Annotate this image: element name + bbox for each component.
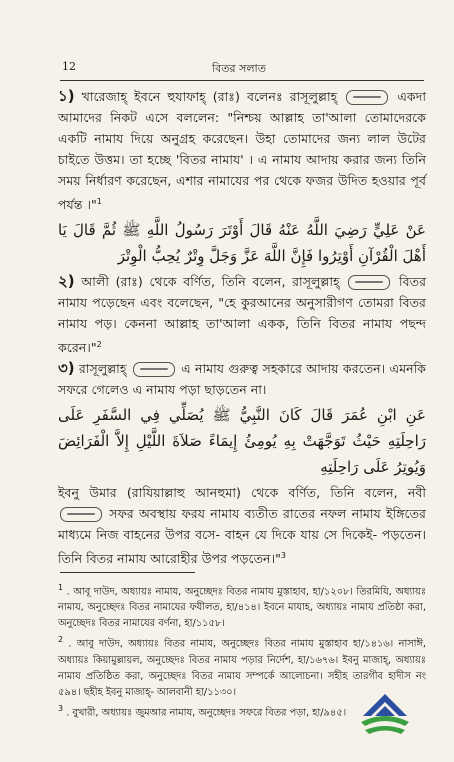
salutation-icon (346, 90, 388, 105)
salutation-icon (60, 507, 102, 522)
footnote-rule (60, 572, 195, 573)
running-title: বিতর সলাত (212, 62, 266, 75)
paragraph-2: ২) আলী (রাঃ) থেকে বর্ণিত, তিনি বলেন, রাসূলুল্লাহ্ বিতর নামায পড়েছেন এবং বলেছেন, "হে কুরআনের অনুসারীগণ তোমরা বিতর নামায পড়। কেননা আল্লাহ তা'আলা একক, তিনি বিতর নামায পছন্দ করেন।"$^2$ (58, 272, 426, 356)
arabic-hadith-1: عَنْ عَلِيٍّ رَضِيَ اللَّهُ عَنْهُ قَالَ أَوْتَرَ رَسُولُ اللَّهِ ﷺ ثُمَّ قَالَ يَا أَهْلَ الْقُرْآنِ أَوْتِرُوا فَإِنَّ اللَّهَ عَزَّ وَجَلَّ وِتْرٌ يُحِبُّ الْوِتْرَ (58, 221, 426, 266)
paragraph-1: ১) খারেজাহ্ ইবনে হুযাফাহ্ (রাঃ) বলেনঃ রাসূলুল্লাহ্ একদা আমাদের নিকট এসে বললেন: "নিশ্চয় আল্লাহ তা'আলা তোমাদেরকে একটি নামায দিয়ে অনুগ্রহ করেছেন। উহা তোমাদের জন্য লাল উটের চাইতে উত্তম। তা হচ্ছে 'বিতর নামায' । এ নামায আদায় করার জন্য তিনি সময় নির্ধারণ করেছেন, এশার নামাযের পর থেকে ফজর উদিত হওয়ার পূর্ব পর্যন্ত ।"$^1$ (58, 87, 426, 213)
salutation-icon (348, 275, 390, 290)
paragraph-3: ৩) রাসূলুল্লাহ্ এ নামায গুরুত্ব সহকারে আদায় করতেন। এমনকি সফরে গেলেও এ নামায পড়া ছাড়তেন না। (58, 359, 426, 398)
header-rule (60, 80, 424, 81)
footnote-1: $^1$ . আবূ দাউদ, অধ্যায়ঃ নামায, অনুচ্ছেদঃ বিতর নামায মুস্তাহাব, হা/১২০৮। তিরমিযি, অধ্যায়ঃ নামায, অনুচ্ছেদঃ বিতর নামাযের ফযীলত, হা/৪১৪। ইবনে মাযাহ, অধ্যায়ঃ নামায প্রতিষ্ঠা করা, অনুচ্ছেদঃ বিতর নামাযের বর্ণনা, হা/১১৫৮। (58, 583, 426, 630)
main-text (58, 86, 426, 570)
footnote-2: $^2$ . আবু দাউদ, অধ্যায়ঃ বিতর নামায, অনুচ্ছেদঃ বিতর নামায মুস্তাহাব হা/১৪১৬। নাসাঈ, অধ্যায়ঃ কিয়ামুল্লায়ল, অনুচ্ছেদঃ বিতর নামায পড়ার নির্দেশ, হা/১৬৭৬। ইবনু মাজাহ্, অধ্যায়ঃ নামায প্রতিষ্ঠিত করা, অনুচ্ছেদঃ বিতর নামায সম্পর্কে আলোচনা। সহীহ তারগীব হাদীস নং ৫৯৪। ছহীহ ইবনু মাজাহ্- আলবানী হা/১১৩০। (58, 635, 426, 698)
salutation-icon (133, 362, 175, 377)
publisher-logo-icon (355, 690, 415, 745)
footnote-3: $^3$ . বুখারী, অধ্যায়ঃ জুমআর নামায, অনুচ্ছেদঃ সফরে বিতর পড়া, হা/৯৪৫। (58, 703, 347, 718)
page-number: 12 (62, 60, 76, 73)
paragraph-4: ইবনু উমার (রাযিয়াল্লাহু আনহুমা) থেকে বর্ণিত, তিনি বলেন, নবী সফর অবস্থায় ফরয নামায ব্যতীত রাতের নফল নামায ইঙ্গিতের মাধ্যমে নিজ বাহনের উপর বসে- বাহন যে দিকে যায় সে দিকেই- পড়তেন। তিনি বিতর নামায আরোহীর উপর পড়তেন।"$^3$ (58, 485, 426, 567)
page-header (62, 60, 424, 78)
arabic-hadith-2: عَنِ ابْنِ عُمَرَ قَالَ كَانَ النَّبِيُّ ﷺ يُصَلِّي فِي السَّفَرِ عَلَى رَاحِلَتِهِ حَيْثُ تَوَجَّهَتْ بِهِ يُومِئُ إِيمَاءً صَلاَةَ اللَّيْلِ إِلاَّ الْفَرَائِضَ وَيُوتِرُ عَلَى رَاحِلَتِهِ (58, 406, 426, 477)
